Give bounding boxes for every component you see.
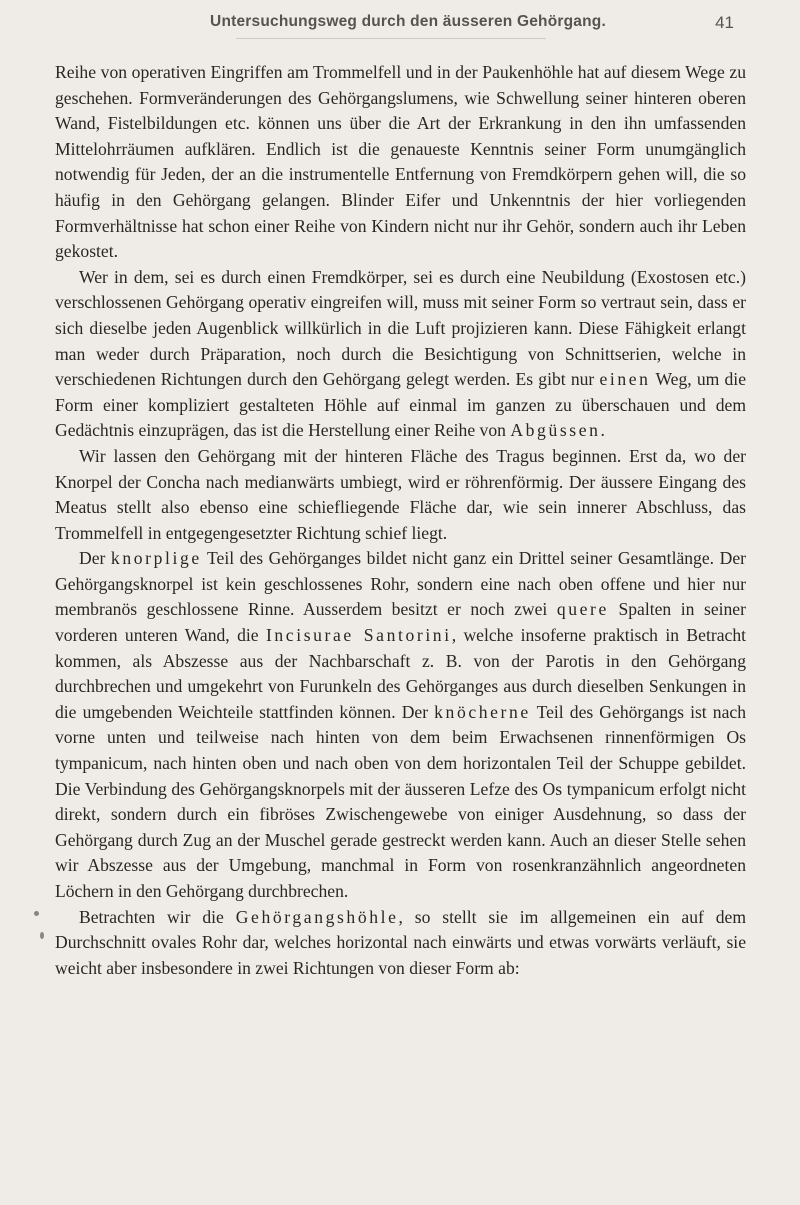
emphasis-spaced: einen — [599, 369, 651, 390]
running-title: Untersuchungsweg durch den äusseren Gehörgang. — [210, 13, 606, 30]
margin-mark — [40, 932, 44, 939]
text-run: Betrachten wir die — [79, 906, 236, 927]
text-run: Wir lassen den Gehörgang mit der hinteren Fläche des Tragus beginnen. Erst da, wo der Knorpel der Concha nach medianwärts umbiegt, wird er röhrenförmig. Der äussere Eingang des Meatus stellt also ebenso eine schiefliegende Fläche dar, wie sein innerer Abschluss, das Trommelfell in entgegengesetzter Richtung schief liegt. — [55, 445, 746, 543]
paragraph-2 — [55, 265, 746, 444]
text-run: Spalten in seiner vorderen unteren Wand, die — [55, 599, 746, 646]
emphasis-spaced: knöcherne — [434, 701, 531, 722]
emphasis-spaced: quere — [556, 599, 609, 620]
paragraph-3 — [55, 444, 746, 546]
text-run: , welche insoferne praktisch in Betracht kommen, als Abszesse aus der Nachbarschaft z. B. von der Parotis in den Gehörgang durchbrechen und umgekehrt von Furunkeln des Gehörganges aus durch dieselben Senkungen in die umgebenden Weichteile stattfinden können. Der — [55, 625, 747, 722]
paragraph-5 — [55, 905, 746, 982]
emphasis-spaced: Incisurae Santorini — [265, 625, 452, 646]
emphasis-spaced: knorplige — [110, 548, 202, 569]
margin-mark — [34, 911, 39, 916]
emphasis-spaced: Gehörgangshöhle — [235, 906, 399, 927]
text-run: , so stellt sie im allgemeinen ein auf dem Durchschnitt ovales Rohr dar, welches horizontal nach einwärts und etwas vorwärts verläuft, sie weicht aber insbesondere in zwei Richtungen von dieser Form ab: — [55, 906, 747, 978]
text-run: Reihe von operativen Eingriffen am Trommelfell und in der Paukenhöhle hat auf diesem Wege zu geschehen. Formveränderungen des Gehörgangslumens, wie Schwellung seiner hinteren oberen Wand, Fistelbildungen etc. können uns über die Art der Erkrankung in den ihn umfassenden Mittelohrräumen aufklären. Endlich ist die genaueste Kenntnis seiner Form unumgänglich notwendig für Jeden, der an die instrumentelle Entfernung von Fremdkörpern gehen will, die so häufig in den Gehörgang gelangen. Blinder Eifer und Unkenntnis der hier vorliegenden Formverhältnisse hat schon einer Reihe von Kindern nicht nur ihr Gehör, sondern auch ihr Leben gekostet. — [55, 62, 746, 262]
body-text — [55, 60, 746, 981]
paragraph-1 — [55, 60, 746, 265]
text-run: Teil des Gehörgangs ist nach vorne unten und teilweise nach hinten von dem beim Erwachsenen rinnenförmigen Os tympanicum, nach hinten oben und nach oben von dem horizontalen Teil der Schuppe gebildet. Die Verbindung des Gehörgangsknorpels mit der äusseren Lefze des Os tympanicum erfolgt nicht direkt, sondern durch ein fibröses Zwischengewebe von einiger Ausdehnung, so dass der Gehörgang durch Zug an der Muschel gerade gestreckt werden kann. Auch an dieser Stelle sehen wir Abszesse aus der Umgebung, manchmal in Form von rosenkranzähnlich angeordneten Löchern in den Gehörgang durchbrechen. — [55, 701, 746, 901]
page-number: 41 — [715, 13, 734, 32]
running-head — [88, 13, 734, 39]
header-rule — [236, 38, 546, 39]
text-run: Teil des Gehörganges bildet nicht ganz ein Drittel seiner Gesamtlänge. Der Gehörgangsknorpel ist kein geschlossenes Rohr, sondern eine nach oben offene und hier nur membranös geschlossene Rinne. Ausserdem besitzt er noch zwei — [55, 548, 746, 620]
emphasis-spaced: Abgüssen — [510, 420, 601, 441]
paragraph-4 — [55, 546, 746, 904]
text-run: Der — [79, 548, 111, 569]
text-run: . — [600, 420, 605, 441]
text-run: Wer in dem, sei es durch einen Fremdkörper, sei es durch eine Neubildung (Exostosen etc.) verschlossenen Gehörgang operativ eingreifen will, muss mit seiner Form so vertraut sein, dass er sich dieselbe jeden Augenblick willkürlich in die Luft projizieren kann. Diese Fähigkeit erlangt man weder durch Präparation, noch durch die Besichtigung von Schnittserien, welche in verschiedenen Richtungen durch den Gehörgang gelegt werden. Es gibt nur — [55, 266, 746, 390]
text-run: Weg, um die Form einer kompliziert gestalteten Höhle auf einmal im ganzen zu überschauen und dem Gedächtnis einzuprägen, das ist die Herstellung einer Reihe von — [55, 369, 747, 441]
